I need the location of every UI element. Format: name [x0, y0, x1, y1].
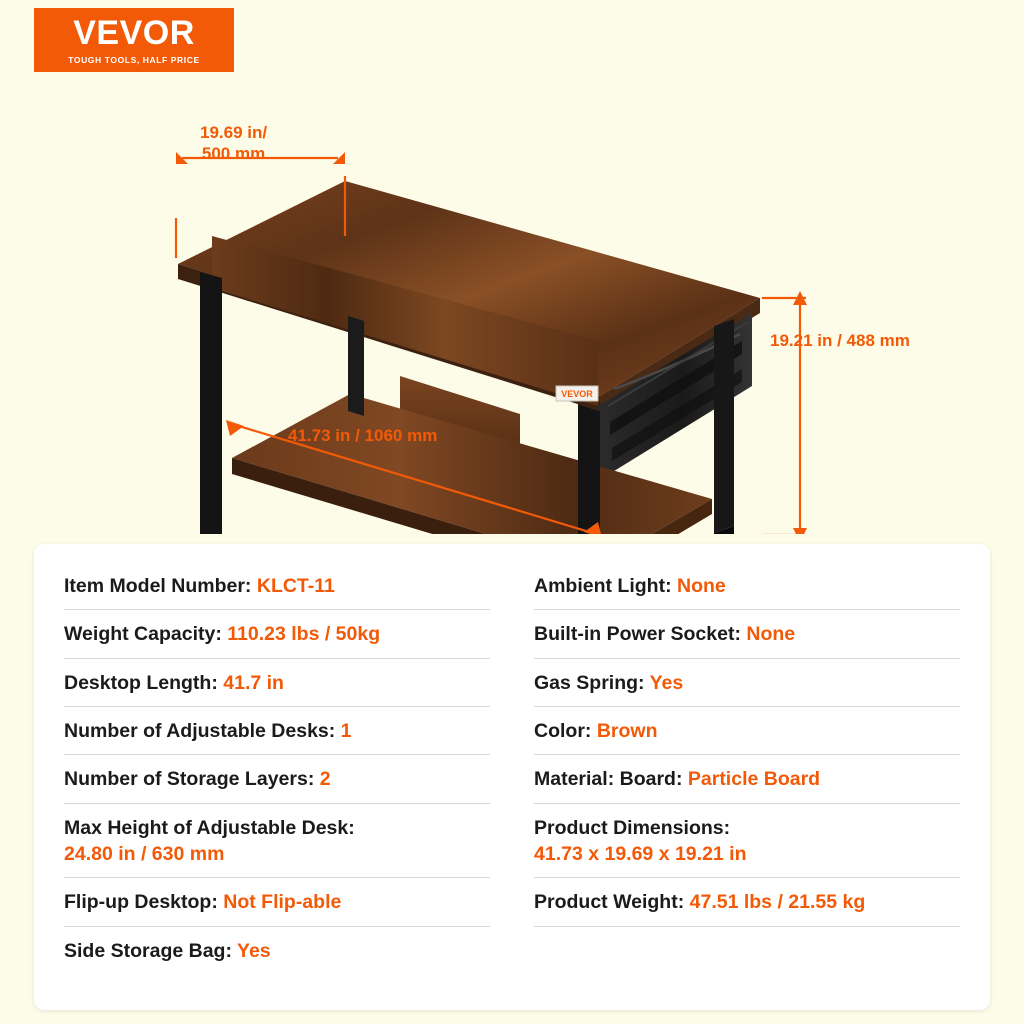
- spec-label: Color:: [534, 719, 592, 742]
- spec-value: 24.80 in / 630 mm: [64, 842, 225, 865]
- dimension-width-label: 41.73 in / 1060 mm: [288, 426, 438, 445]
- dimension-height-label: 19.21 in / 488 mm: [770, 331, 910, 350]
- spec-label: Max Height of Adjustable Desk:: [64, 816, 355, 839]
- spec-value: 110.23 lbs / 50kg: [227, 623, 381, 646]
- brand-name: VEVOR: [73, 13, 195, 52]
- spec-value: KLCT-11: [256, 575, 335, 597]
- spec-column-right: [506, 562, 960, 1000]
- spec-column-left: [64, 562, 506, 1000]
- spec-label: Material: Board:: [534, 768, 683, 791]
- spec-label: Built-in Power Socket:: [534, 623, 741, 646]
- spec-row: [534, 659, 960, 707]
- specification-card: [34, 544, 990, 1010]
- spec-value: 47.51 lbs / 21.55 kg: [689, 891, 866, 914]
- spec-label: Product Weight:: [534, 891, 685, 914]
- spec-row: [534, 804, 960, 879]
- product-illustration: [0, 86, 1024, 534]
- spec-value: Not Flip-able: [223, 891, 342, 914]
- spec-label: Product Dimensions:: [534, 816, 731, 839]
- spec-label: Ambient Light:: [534, 575, 672, 597]
- spec-row: [534, 755, 960, 803]
- dimension-depth-label: [200, 122, 267, 165]
- dimension-depth-mm: 500 mm: [201, 144, 266, 164]
- spec-label: Number of Adjustable Desks:: [64, 719, 336, 742]
- spec-value: Yes: [649, 671, 684, 694]
- dimension-depth-inches: 19.69 in/: [200, 123, 268, 142]
- spec-value: 41.7 in: [223, 671, 284, 694]
- spec-row: [64, 707, 490, 755]
- coffee-table-drawing: [0, 86, 1024, 534]
- spec-value: 2: [319, 768, 331, 791]
- spec-value: None: [676, 575, 726, 597]
- spec-label: Flip-up Desktop:: [64, 891, 218, 914]
- spec-row: [64, 755, 490, 803]
- spec-label: Item Model Number:: [64, 575, 252, 597]
- spec-row: [64, 610, 490, 658]
- spec-value: Yes: [237, 939, 271, 962]
- spec-value: 41.73 x 19.69 x 19.21 in: [534, 842, 747, 865]
- spec-row: [64, 878, 490, 926]
- spec-row: [64, 659, 490, 707]
- spec-value: Particle Board: [687, 768, 821, 791]
- spec-row: [64, 562, 490, 610]
- brand-logo: [34, 8, 234, 72]
- spec-value: None: [746, 623, 796, 646]
- spec-row: [64, 804, 490, 879]
- spec-row: [534, 707, 960, 755]
- spec-label: Desktop Length:: [64, 671, 218, 694]
- spec-row: [534, 610, 960, 658]
- brand-tagline: TOUGH TOOLS, HALF PRICE: [68, 54, 200, 65]
- spec-value: 1: [340, 719, 352, 742]
- spec-label: Side Storage Bag:: [64, 939, 232, 962]
- spec-label: Number of Storage Layers:: [64, 768, 315, 791]
- spec-label: Gas Spring:: [534, 671, 645, 694]
- spec-label: Weight Capacity:: [64, 623, 222, 646]
- spec-row: [534, 562, 960, 610]
- spec-row: [64, 927, 490, 974]
- spec-row: [534, 878, 960, 926]
- svg-text:VEVOR: VEVOR: [561, 389, 593, 399]
- spec-value: Brown: [596, 719, 658, 742]
